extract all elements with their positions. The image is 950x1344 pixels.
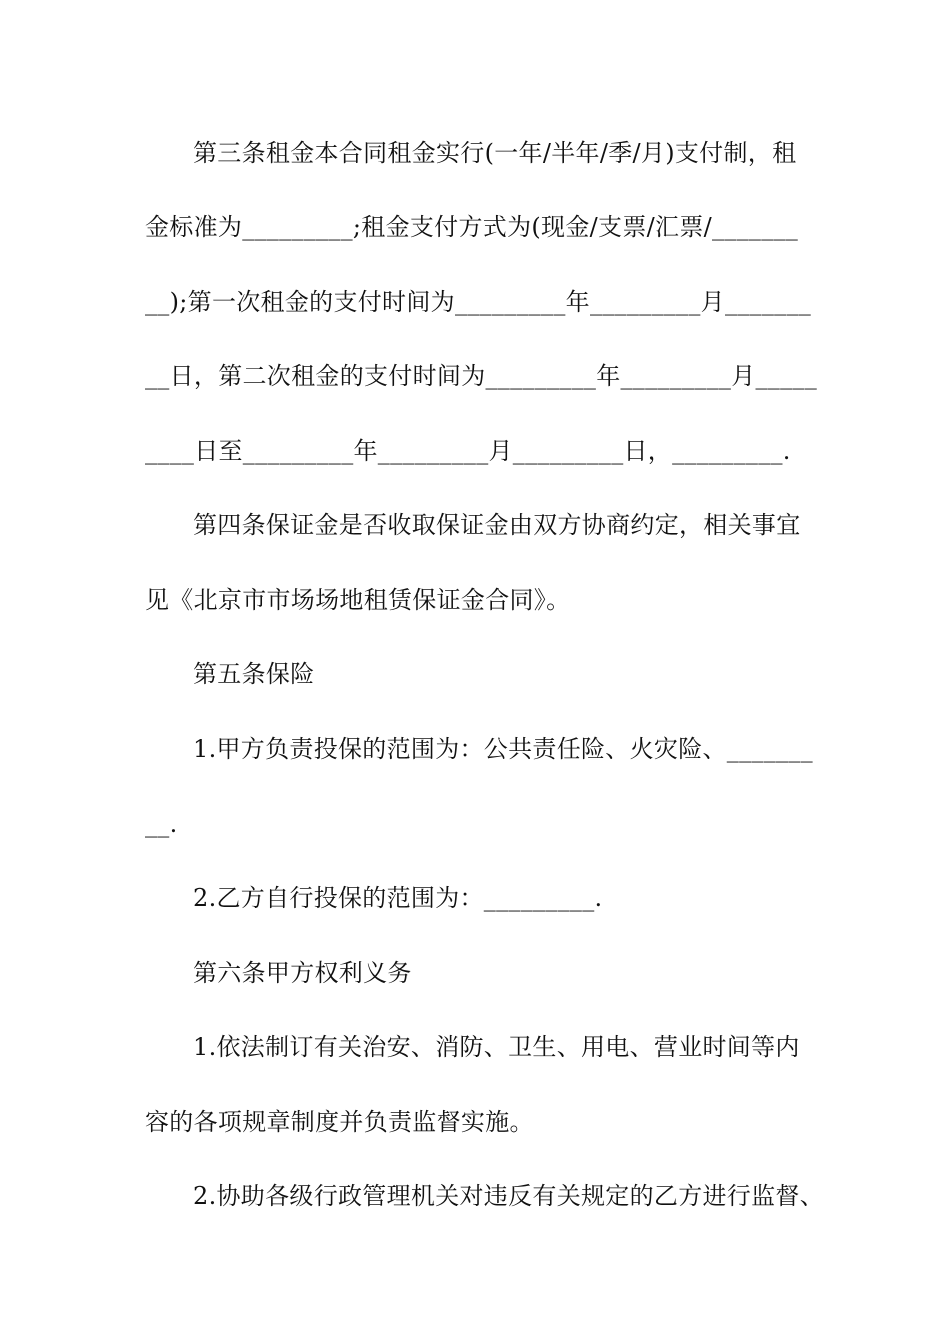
article-5-heading: 第五条保险 — [193, 660, 315, 688]
article-4-line-1: 第四条保证金是否收取保证金由双方协商约定，相关事宜 — [193, 511, 801, 539]
article-6-heading: 第六条甲方权利义务 — [193, 959, 412, 987]
article-3-line-5: ____日至_________年_________月_________日，_________. — [145, 437, 791, 465]
article-6-item-1-line-1: 1.依法制订有关治安、消防、卫生、用电、营业时间等内 — [193, 1033, 800, 1061]
article-3-line-2: 金标准为_________;租金支付方式为(现金/支票/汇票/_______ — [145, 213, 799, 241]
article-3-line-1: 第三条租金本合同租金实行(一年/半年/季/月)支付制，租 — [193, 139, 797, 167]
article-5-item-2: 2.乙方自行投保的范围为：_________. — [193, 884, 603, 912]
article-5-item-1-line-2: __. — [145, 810, 178, 838]
article-5-item-1-line-1: 1.甲方负责投保的范围为：公共责任险、火灾险、_______ — [193, 735, 813, 763]
article-6-item-2-line-1: 2.协助各级行政管理机关对违反有关规定的乙方进行监督、 — [193, 1182, 824, 1210]
article-3-line-3: __);第一次租金的支付时间为_________年_________月_______ — [145, 288, 812, 316]
article-4-line-2: 见《北京市市场场地租赁保证金合同》。 — [145, 586, 571, 614]
article-3-line-4: __日，第二次租金的支付时间为_________年_________月_____ — [145, 362, 817, 390]
article-6-item-1-line-2: 容的各项规章制度并负责监督实施。 — [145, 1108, 534, 1136]
